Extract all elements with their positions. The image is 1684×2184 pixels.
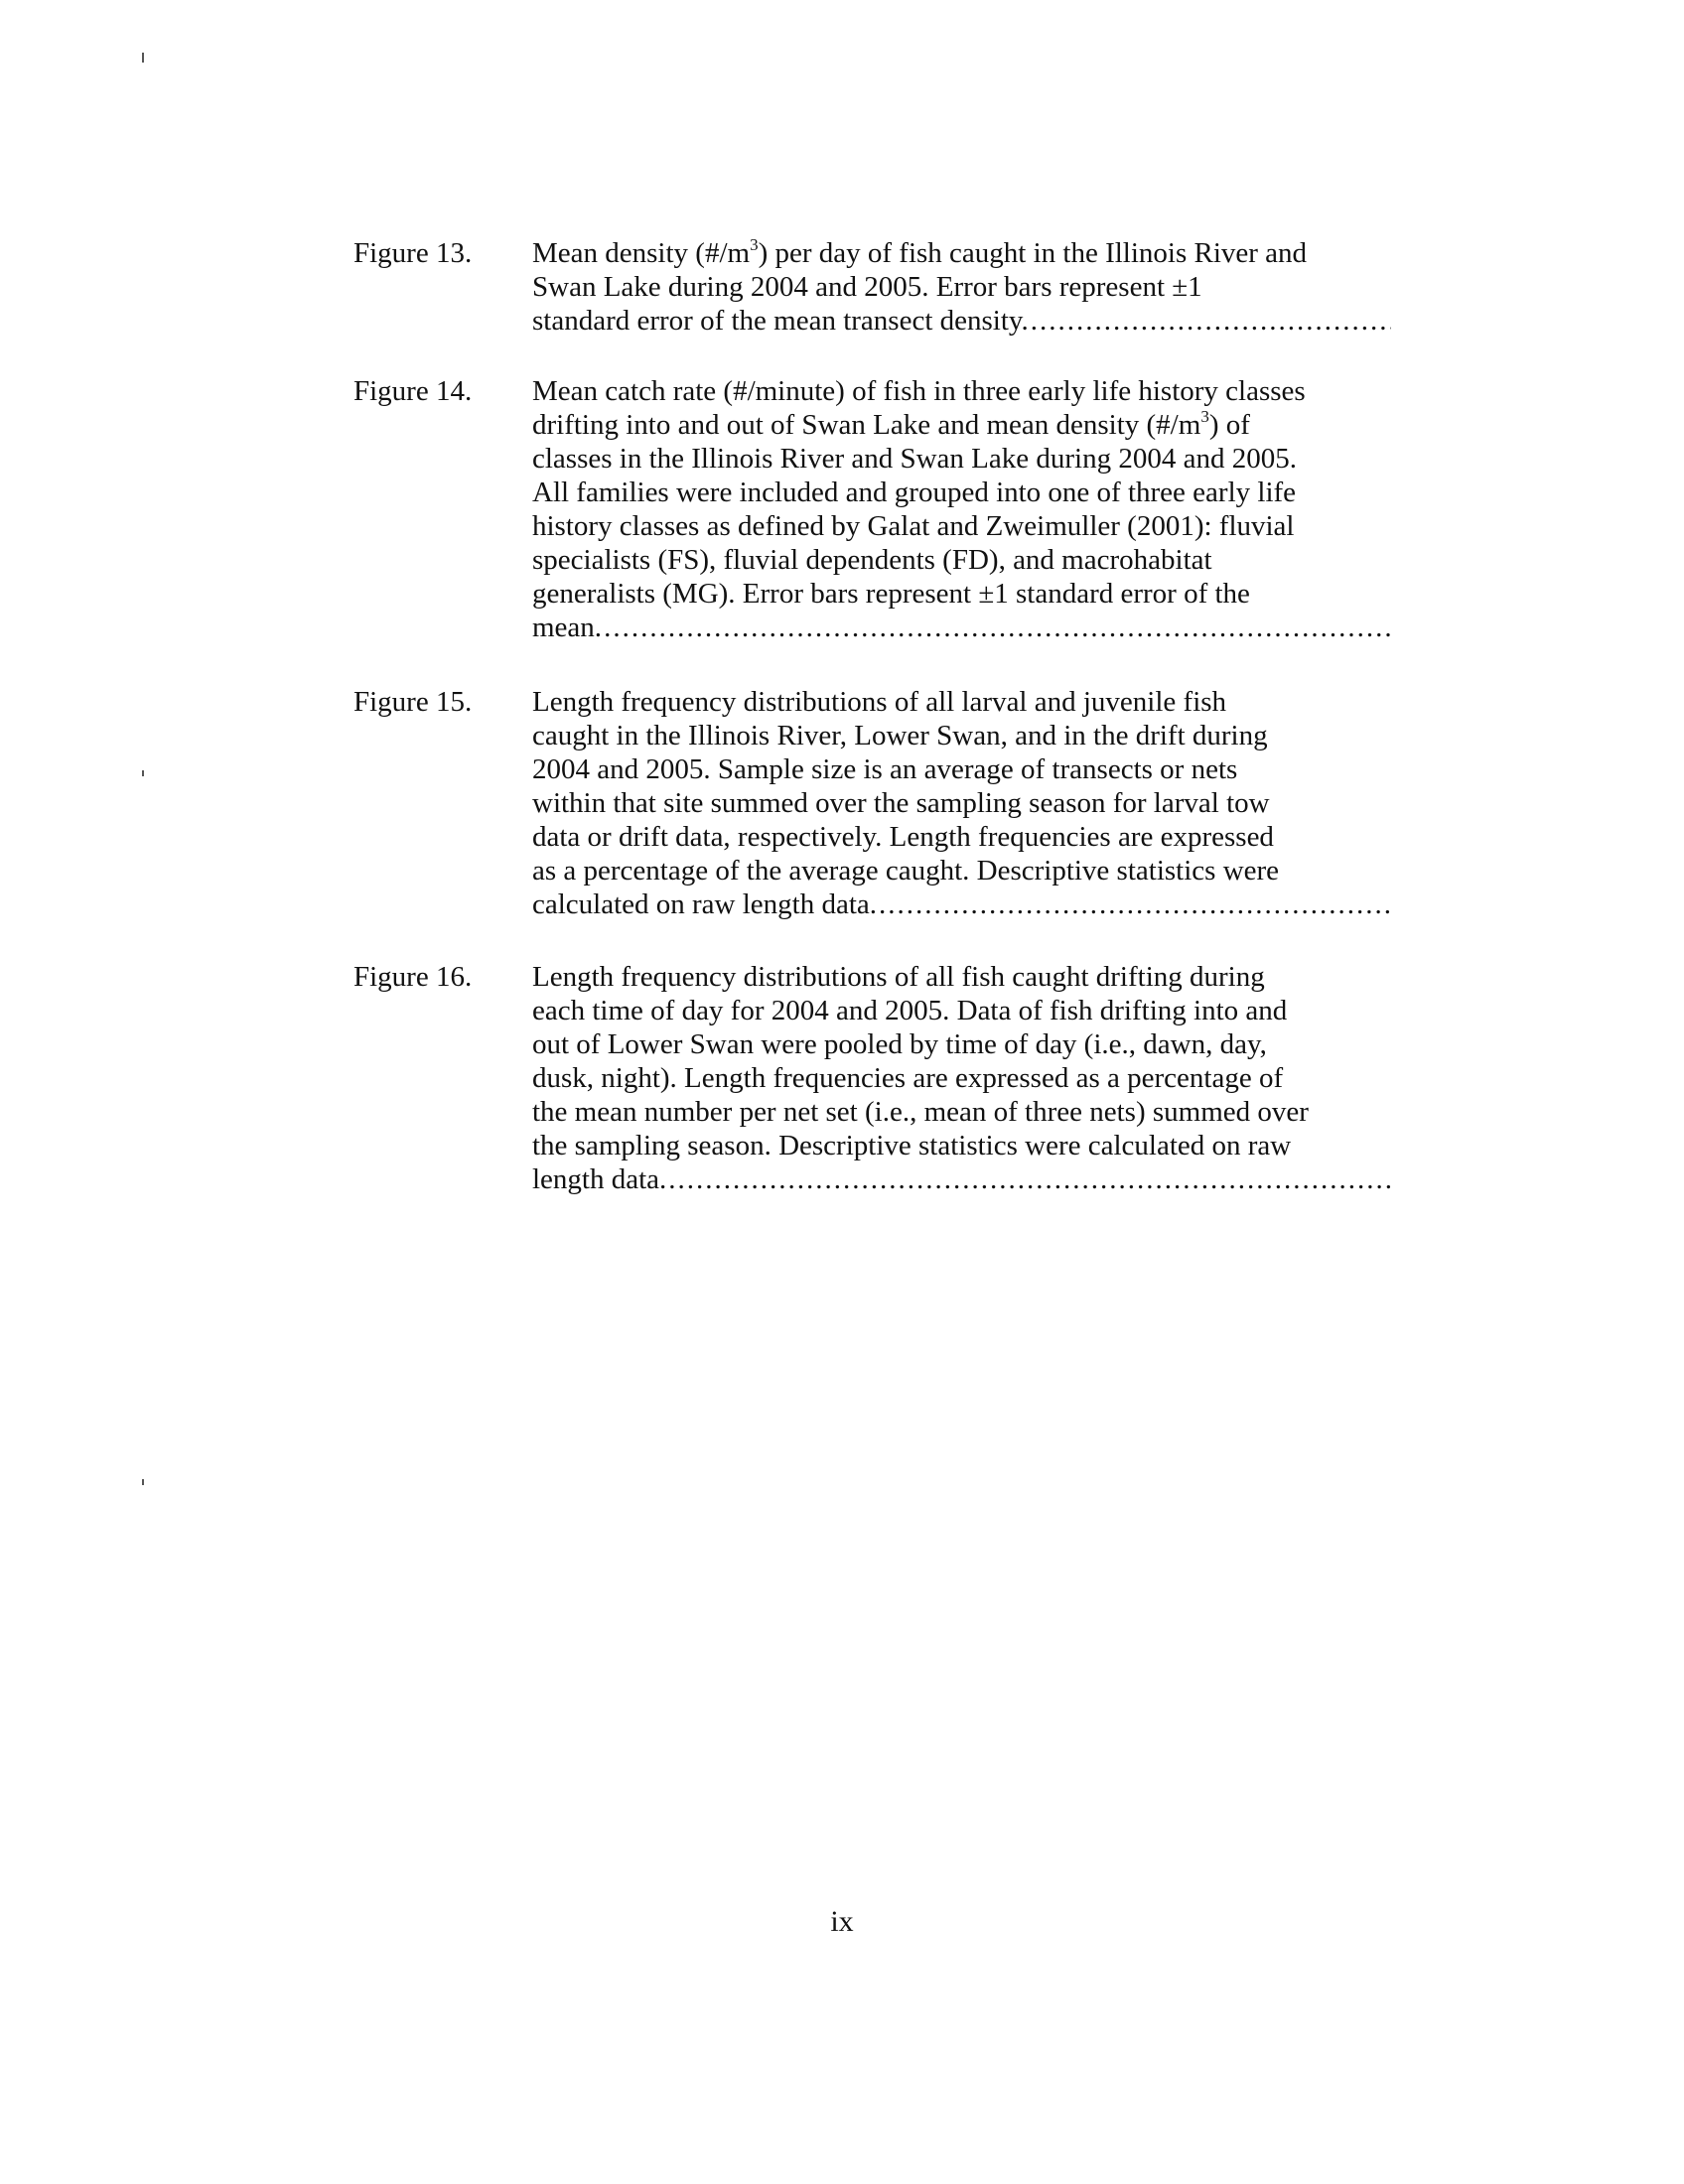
caption-line: Length frequency distributions of all fish caught drifting during [532, 961, 1265, 993]
figure-caption [532, 960, 1396, 1196]
dot-leader [668, 1162, 1391, 1196]
caption-line: the sampling season. Descriptive statistics were calculated on raw [532, 1130, 1292, 1161]
caption-line: out of Lower Swan were pooled by time of day (i.e., dawn, day, [532, 1028, 1267, 1060]
caption-line: the mean number per net set (i.e., mean of three nets) summed over [532, 1096, 1309, 1128]
caption-line: dusk, night). Length frequencies are expressed as a percentage of [532, 1062, 1284, 1094]
caption-line-with-leader: mean. ..... [532, 611, 1391, 644]
scan-speck [142, 53, 144, 63]
caption-line: history classes as defined by Galat and Zweimuller (2001): fluvial [532, 510, 1295, 542]
dot-leader [604, 611, 1391, 644]
caption-line: generalists (MG). Error bars represent ±1 standard error of the [532, 578, 1250, 610]
caption-line: specialists (FS), fluvial dependents (FD), and macrohabitat [532, 544, 1212, 576]
caption-line: within that site summed over the sampling season for larval tow [532, 787, 1270, 819]
caption-line: Mean density $(\#/m^3)$ per day of fish caught in the Illinois River and [532, 235, 1308, 269]
figure-label: Figure 15. [353, 686, 473, 718]
figure-label: Figure 14. [353, 375, 473, 407]
caption-line: drifting into and out of Swan Lake and mean density $(\#/m^3)$ of [532, 407, 1250, 441]
caption-line: each time of day for 2004 and 2005. Data of fish drifting into and [532, 995, 1288, 1026]
caption-line: Swan Lake during 2004 and 2005. Error bars represent ±1 [532, 271, 1202, 303]
caption-line: data or drift data, respectively. Length frequencies are expressed [532, 821, 1274, 853]
scan-speck [142, 770, 144, 776]
figure-label: Figure 13. [353, 237, 473, 269]
caption-line: as a percentage of the average caught. Descriptive statistics were [532, 855, 1280, 887]
caption-line-with-leader: length data. ..... [532, 1162, 1391, 1196]
caption-line-with-leader: calculated on raw length data. ..... [532, 887, 1391, 921]
figure-label: Figure 16. [353, 961, 473, 993]
figure-caption [532, 236, 1396, 338]
caption-line-with-leader: standard error of the mean transect density. ..... [532, 304, 1391, 338]
caption-line: 2004 and 2005. Sample size is an average of transects or nets [532, 753, 1238, 785]
caption-line: Length frequency distributions of all larval and juvenile fish [532, 686, 1227, 718]
figure-caption [532, 685, 1396, 921]
caption-line: classes in the Illinois River and Swan Lake during 2004 and 2005. [532, 443, 1297, 475]
caption-line: Mean catch rate (#/minute) of fish in three early life history classes [532, 375, 1306, 407]
figure-caption [532, 374, 1396, 644]
scan-speck [142, 1479, 144, 1485]
dot-leader [879, 887, 1391, 921]
dot-leader [1031, 304, 1391, 338]
page-number: ix [830, 1905, 854, 1938]
caption-line: All families were included and grouped into one of three early life [532, 477, 1297, 508]
caption-line: caught in the Illinois River, Lower Swan, and in the drift during [532, 720, 1268, 751]
